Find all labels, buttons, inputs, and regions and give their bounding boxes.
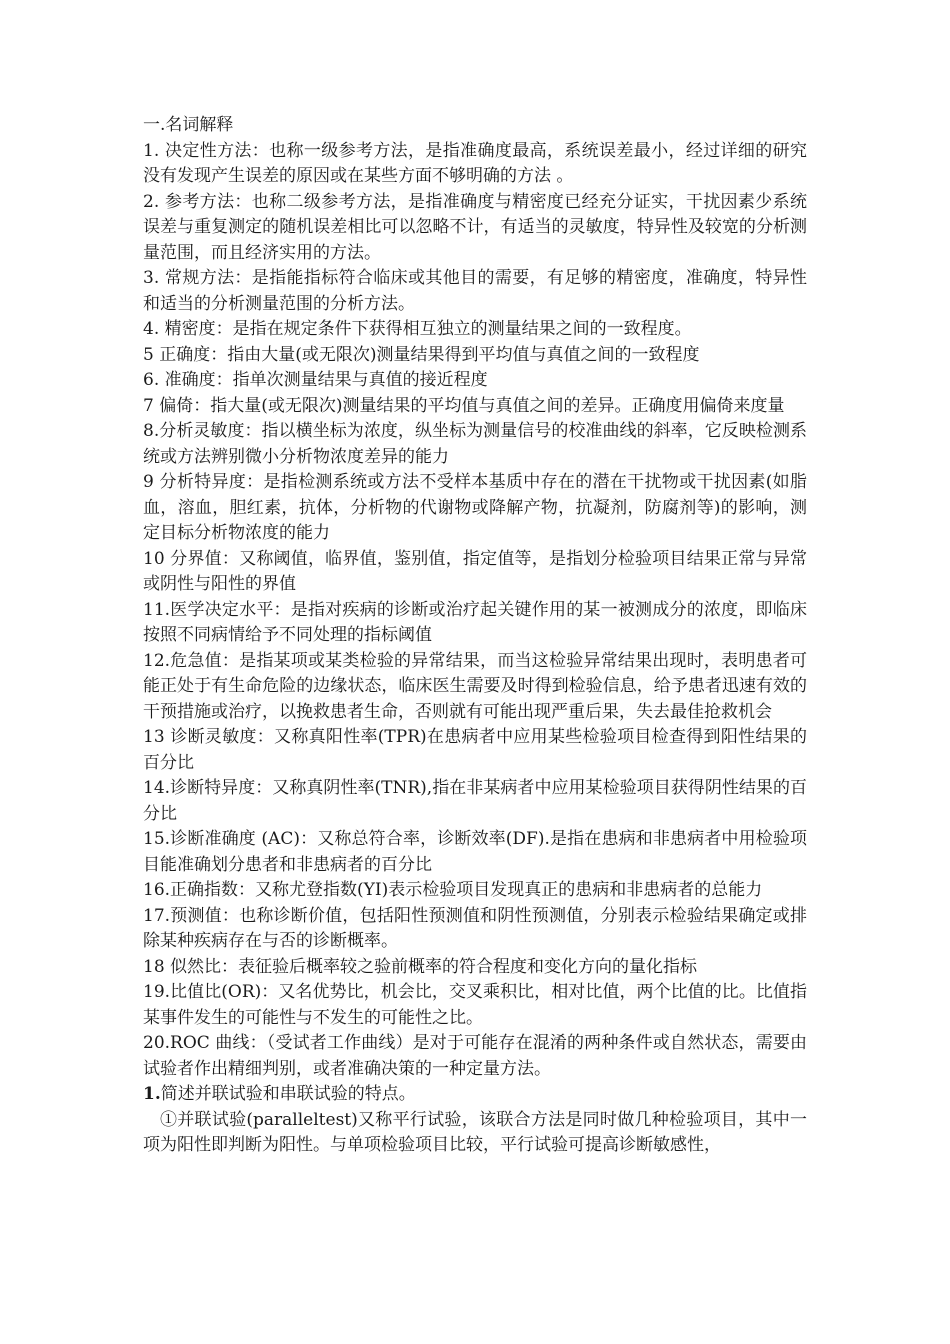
question-heading: [143, 1082, 807, 1108]
section-title: 一.名词解释: [143, 115, 234, 135]
term-list: [143, 139, 807, 1083]
term-5-definition: 5 正确度：指由大量(或无限次)测量结果得到平均值与真值之间的一致程度: [143, 344, 700, 365]
term-16-definition: 16.正确指数：又称尤登指数(YI)表示检验项目发现真正的患病和非患病者的总能力: [143, 880, 763, 900]
term-8-definition: 8.分析灵敏度：指以横坐标为浓度，纵坐标为测量信号的校准曲线的斜率，它反映检测系统或方法辨别微小分析物浓度差异的能力: [143, 421, 807, 467]
term-15-definition: 15.诊断准确度 (AC)：又称总符合率，诊断效率(DF).是指在患病和非患病者中用检验项目能准确划分患者和非患病者的百分比: [143, 829, 807, 875]
term-11-definition: 11.医学决定水平：是指对疾病的诊断或治疗起关键作用的某一被测成分的浓度，即临床按照不同病情给予不同处理的指标阈值: [143, 599, 807, 645]
term-9-definition: 9 分析特异度：是指检测系统或方法不受样本基质中存在的潜在干扰物或干扰因素(如脂血，溶血，胆红素，抗体，分析物的代谢物或降解产物，抗凝剂，防腐剂等)的影响，测定目标分析物浓度的能力: [143, 472, 807, 543]
term-18-definition: 18 似然比：表征验后概率较之验前概率的符合程度和变化方向的量化指标: [143, 956, 698, 977]
document-page: [143, 113, 807, 1159]
term-4-definition: 4. 精密度：是指在规定条件下获得相互独立的测量结果之间的一致程度。: [143, 319, 692, 339]
term-2-definition: 2. 参考方法：也称二级参考方法，是指准确度与精密度已经充分证实，干扰因素少系统误差与重复测定的随机误差相比可以忽略不计，有适当的灵敏度，特异性及较宽的分析测量范围，而且经济实用的方法。: [143, 191, 807, 263]
term-14-definition: 14.诊断特异度：又称真阴性率(TNR),指在非某病者中应用某检验项目获得阴性结果的百分比: [143, 778, 807, 824]
term-20-definition: 20.ROC 曲线：（受试者工作曲线）是对于可能存在混淆的两种条件或自然状态，需要由试验者作出精细判别，或者准确决策的一种定量方法。: [143, 1033, 807, 1079]
term-12-definition: 12.危急值：是指某项或某类检验的异常结果，而当这检验异常结果出现时，表明患者可能正处于有生命危险的边缘状态，临床医生需要及时得到检验信息，给予患者迅速有效的干预措施或治疗，以挽救患者生命，否则就有可能出现严重后果，失去最佳抢救机会: [143, 650, 807, 722]
term-7-definition: 7 偏倚：指大量(或无限次)测量结果的平均值与真值之间的差异。正确度用偏倚来度量: [143, 395, 785, 416]
term-17-definition: 17.预测值：也称诊断价值，包括阳性预测值和阴性预测值，分别表示检验结果确定或排除某种疾病存在与否的诊断概率。: [143, 905, 807, 951]
question-text: 简述并联试验和串联试验的特点。: [160, 1084, 416, 1104]
term-1-definition: 1. 决定性方法：也称一级参考方法，是指准确度最高，系统误差最小，经过详细的研究没有发现产生误差的原因或在某些方面不够明确的方法 。: [143, 140, 807, 186]
term-6-definition: 6. 准确度：指单次测量结果与真值的接近程度: [143, 370, 488, 390]
term-19-definition: 19.比值比(OR)：又名优势比，机会比，交叉乘积比，相对比值，两个比值的比。比值指某事件发生的可能性与不发生的可能性之比。: [143, 982, 807, 1028]
term-10-definition: 10 分界值：又称阈值，临界值，鉴别值，指定值等，是指划分检验项目结果正常与异常或阴性与阳性的界值: [143, 548, 807, 594]
question-number: 1.: [143, 1084, 161, 1104]
term-13-definition: 13 诊断灵敏度：又称真阳性率(TPR)在患病者中应用某些检验项目检查得到阳性结果的百分比: [143, 727, 807, 773]
term-3-definition: 3. 常规方法：是指能指标符合临床或其他目的需要，有足够的精密度，准确度，特异性和适当的分析测量范围的分析方法。: [143, 268, 807, 314]
answer-paragraph: ①并联试验(paralleltest)又称平行试验，该联合方法是同时做几种检验项目，其中一项为阳性即判断为阳性。与单项检验项目比较，平行试验可提高诊断敏感性，: [143, 1109, 807, 1155]
